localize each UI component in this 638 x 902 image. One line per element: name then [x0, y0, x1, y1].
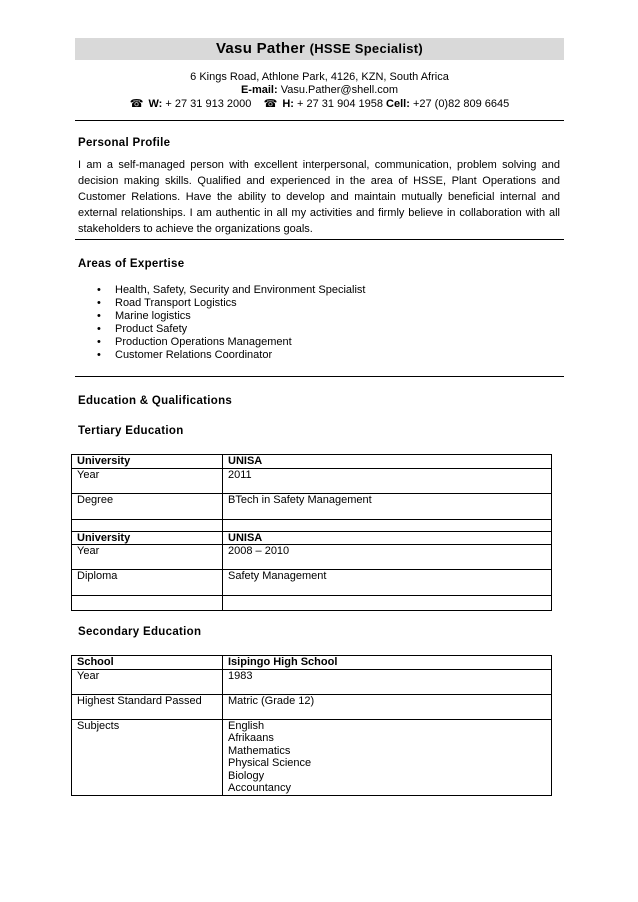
list-item — [78, 336, 365, 349]
person-name: Vasu Pather — [215, 40, 306, 57]
table-cell — [223, 596, 552, 611]
table-row — [72, 468, 552, 493]
table-row — [72, 570, 552, 596]
work-phone-label: W: — [148, 98, 163, 110]
table-cell: Matric (Grade 12) — [223, 694, 552, 719]
expertise-item: Health, Safety, Security and Environment Specialist — [115, 284, 366, 296]
table-cell: Subjects — [72, 719, 223, 795]
subject-item: Mathematics — [228, 744, 291, 757]
table-cell: School — [72, 656, 223, 670]
bullet-icon: • — [97, 297, 101, 309]
table-row — [72, 719, 552, 795]
email-line — [75, 84, 564, 96]
table-cell: Diploma — [72, 570, 223, 596]
home-phone-label: H: — [282, 98, 294, 110]
tertiary-table — [71, 454, 552, 611]
phone-icon: ☎ — [263, 98, 278, 110]
secondary-table — [71, 655, 552, 796]
table-cell: UNISA — [223, 531, 552, 545]
table-cell: BTech in Safety Management — [223, 493, 552, 519]
table-row — [72, 519, 552, 531]
table-cell: 2011 — [223, 468, 552, 493]
subject-item: Biology — [228, 769, 265, 782]
table-cell: 2008 – 2010 — [223, 545, 552, 570]
expertise-item: Road Transport Logistics — [115, 297, 237, 309]
subject-item: Physical Science — [228, 757, 312, 769]
expertise-item: Marine logistics — [115, 310, 191, 322]
home-phone: + 27 31 904 1958 — [297, 98, 383, 110]
table-cell: Highest Standard Passed — [72, 694, 223, 719]
list-item — [78, 323, 365, 336]
bullet-icon: • — [97, 336, 101, 348]
divider — [75, 120, 564, 121]
table-cell: Year — [72, 545, 223, 570]
tertiary-heading: Tertiary Education — [78, 425, 184, 437]
email-address[interactable]: Vasu.Pather@shell.com — [280, 84, 399, 96]
table-cell — [72, 519, 223, 531]
bullet-icon: • — [97, 284, 101, 296]
profile-text: I am a self-managed person with excellent interpersonal, communication, problem solving and decision making skills. Qualified and experienced in the area of HSSE, Plant Operations and Customer Relations. Have the ability to develop and maintain mutually beneficial internal and external relationships. I am authentic in all my activities and firmly believe in collaboration with all stakeholders to achieve the organizations goals. — [78, 159, 560, 235]
table-cell: University — [72, 455, 223, 469]
table-cell — [223, 519, 552, 531]
subject-item: English — [228, 719, 265, 732]
address: 6 Kings Road, Athlone Park, 4126, KZN, South Africa — [190, 71, 449, 83]
work-phone: + 27 31 913 2000 — [165, 98, 252, 110]
table-cell: Year — [72, 468, 223, 493]
expertise-heading: Areas of Expertise — [78, 258, 185, 270]
divider — [75, 376, 564, 377]
table-cell: University — [72, 531, 223, 545]
table-row — [72, 455, 552, 469]
table-row — [72, 656, 552, 670]
table-cell: 1983 — [223, 669, 552, 694]
table-row — [72, 596, 552, 611]
table-cell: Isipingo High School — [223, 656, 552, 670]
phone-icon: ☎ — [129, 98, 144, 110]
list-item — [78, 310, 365, 323]
bullet-icon: • — [97, 323, 101, 335]
table-row — [72, 545, 552, 570]
subjects-cell — [223, 719, 552, 795]
subject-item: Afrikaans — [228, 732, 274, 744]
email-label: E-mail: — [240, 84, 278, 96]
table-cell: Degree — [72, 493, 223, 519]
expertise-list — [78, 284, 365, 362]
education-heading: Education & Qualifications — [78, 395, 233, 407]
bullet-icon: • — [97, 349, 101, 361]
table-row — [72, 694, 552, 719]
phone-line — [75, 97, 564, 110]
table-row — [72, 669, 552, 694]
secondary-heading: Secondary Education — [78, 626, 202, 638]
profile-heading: Personal Profile — [78, 137, 171, 149]
list-item — [78, 284, 365, 297]
table-row — [72, 493, 552, 519]
table-cell: UNISA — [223, 455, 552, 469]
address-line — [75, 71, 564, 83]
table-cell — [72, 596, 223, 611]
list-item — [78, 297, 365, 310]
table-cell: Year — [72, 669, 223, 694]
divider — [75, 239, 564, 240]
person-role: (HSSE Specialist) — [309, 41, 424, 56]
list-item — [78, 349, 365, 362]
table-cell: Safety Management — [223, 570, 552, 596]
subject-item: Accountancy — [228, 782, 291, 794]
expertise-item: Product Safety — [115, 323, 188, 335]
expertise-item: Production Operations Management — [115, 336, 292, 348]
name-title-bar — [75, 38, 564, 60]
cell-phone: +27 (0)82 809 6645 — [412, 98, 510, 110]
expertise-item: Customer Relations Coordinator — [115, 349, 273, 361]
bullet-icon: • — [97, 310, 101, 322]
cell-phone-label: Cell: — [386, 98, 410, 110]
table-row — [72, 531, 552, 545]
